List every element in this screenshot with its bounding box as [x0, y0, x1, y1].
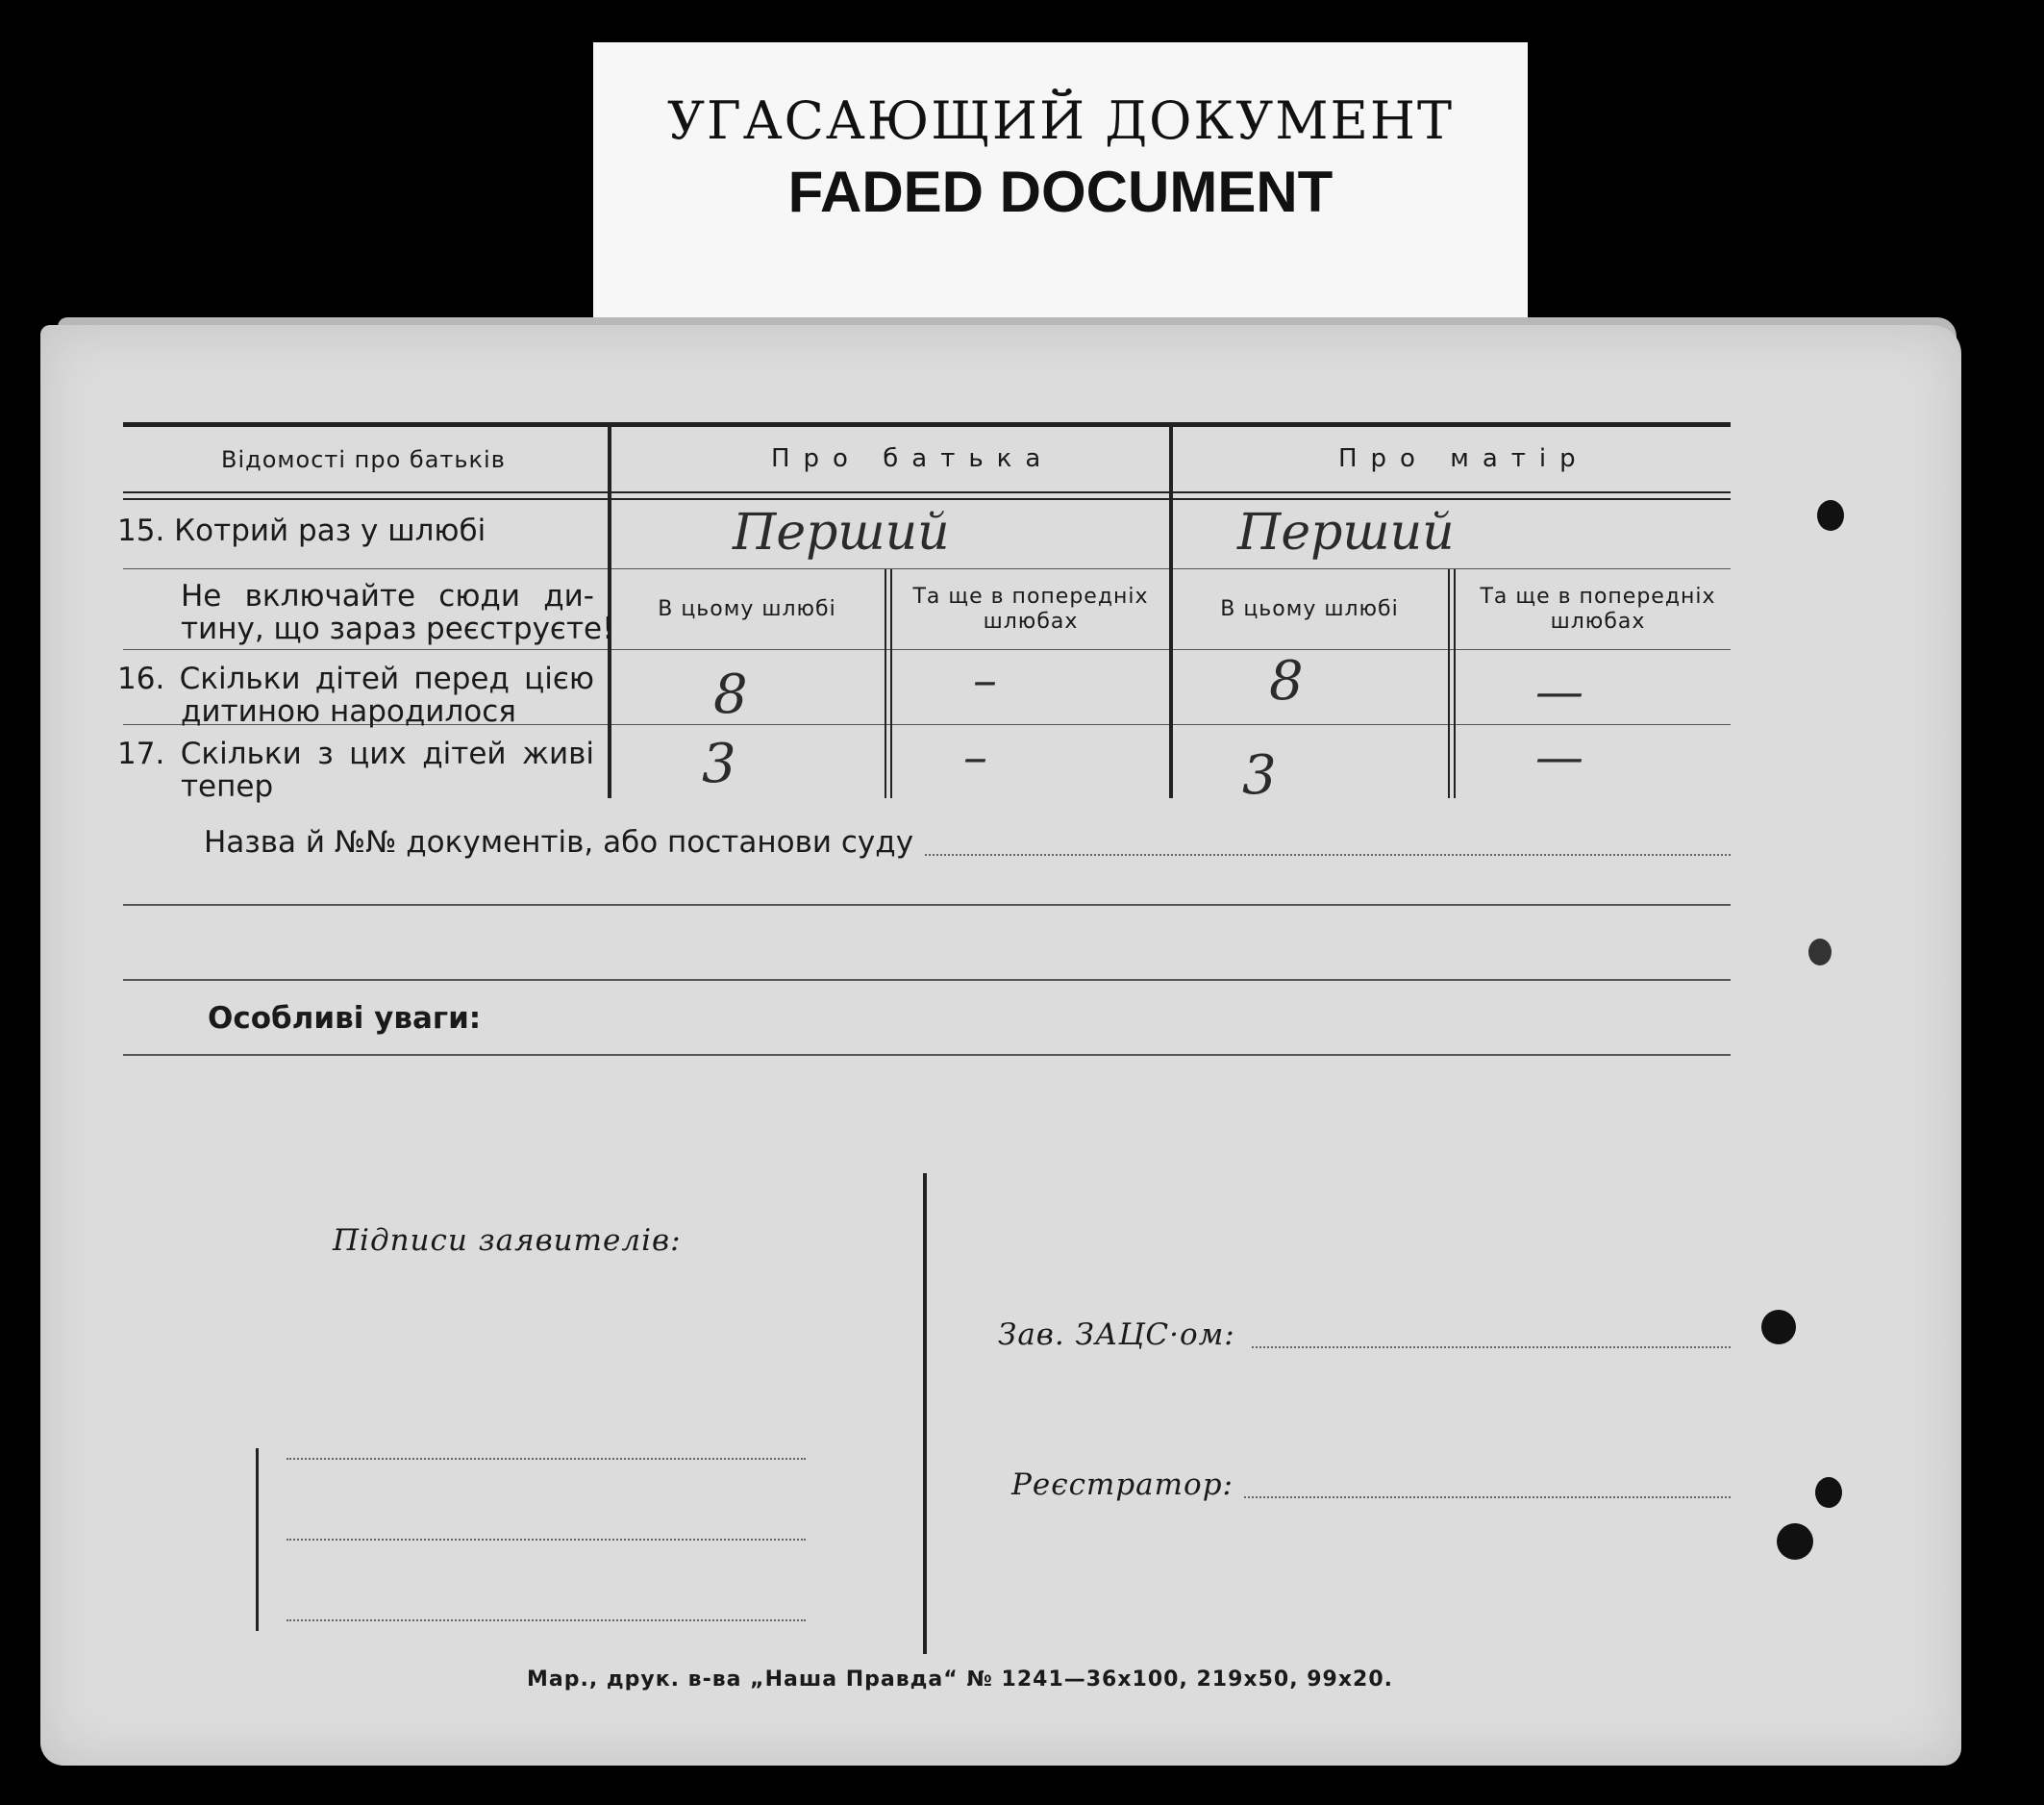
row15-label: 15. Котрий раз у шлюбі	[117, 514, 486, 548]
col-divider-father-sub-b	[890, 569, 892, 798]
banner-title-ru: УГАСАЮЩИЙ ДОКУМЕНТ	[666, 90, 1455, 151]
sub-this-marriage-father: В цьому шлюбі	[658, 597, 836, 621]
col-divider-father-sub-a	[885, 569, 886, 798]
col-divider-mother-sub-a	[1448, 569, 1450, 798]
row15-father-value: Перший	[733, 504, 950, 562]
sub-this-marriage-mother: В цьому шлюбі	[1220, 597, 1399, 621]
row17-label-line-1: 17. Скільки з цих дітей живі	[117, 737, 594, 771]
applicant-signature-line-1[interactable]	[287, 1458, 806, 1460]
col-divider-2	[1169, 425, 1173, 798]
applicant-signature-line-3[interactable]	[287, 1619, 806, 1621]
documents-line-2[interactable]	[123, 904, 1731, 906]
header-rule-2	[123, 498, 1731, 500]
row16-label-line-2: дитиною народилося	[181, 694, 516, 729]
banner-title-en: FADED DOCUMENT	[787, 160, 1334, 224]
applicants-signatures-label: Підписи заявителів:	[333, 1223, 682, 1258]
punch-hole	[1817, 500, 1844, 531]
note-line-2: тину, що зараз реєструєте!	[181, 612, 614, 646]
subheader-rule	[123, 649, 1731, 650]
head-of-registry-label: Зав. ЗАЦС·ом:	[998, 1317, 1235, 1352]
col-divider-mother-sub-b	[1454, 569, 1456, 798]
faded-document-banner	[593, 42, 1528, 331]
registrar-label: Реєстратор:	[1011, 1467, 1234, 1502]
header-about-mother: Про матір	[1338, 444, 1589, 473]
row16-mother-this: 8	[1269, 650, 1304, 713]
signature-divider	[923, 1173, 927, 1654]
row16-father-this: 8	[713, 664, 748, 726]
sub-prev-marriages-father: Та ще в попередніх шлюбах	[912, 585, 1149, 634]
punch-hole	[1761, 1310, 1796, 1344]
row17-father-prev: –	[963, 729, 987, 785]
documents-field[interactable]	[925, 854, 1731, 856]
header-parents-info: Відомості про батьків	[221, 446, 506, 473]
signature-bracket	[256, 1448, 259, 1631]
applicant-signature-line-2[interactable]	[287, 1539, 806, 1541]
registrar-signature-line[interactable]	[1244, 1496, 1731, 1498]
documents-label: Назва й №№ документів, або постанови суду	[204, 825, 914, 860]
remarks-label: Особливі уваги:	[208, 1001, 482, 1036]
row16-mother-prev: —	[1535, 664, 1583, 719]
documents-line-3[interactable]	[123, 979, 1731, 981]
head-of-registry-signature-line[interactable]	[1252, 1346, 1731, 1348]
row17-father-this: 3	[702, 733, 736, 795]
note-line-1: Не включайте сюди ди-	[181, 579, 594, 614]
registration-form-card	[40, 325, 1961, 1766]
punch-hole	[1808, 939, 1832, 965]
row15-mother-value: Перший	[1237, 504, 1455, 562]
row16-father-prev: –	[973, 652, 997, 708]
header-about-father: Про батька	[771, 444, 1055, 473]
row17-label-line-2: тепер	[181, 769, 274, 804]
row16-label-line-1: 16. Скільки дітей перед цією	[117, 662, 594, 696]
printer-imprint: Мар., друк. в-ва „Наша Правда“ № 1241—36х100, 219х50, 99х20.	[527, 1667, 1394, 1692]
table-top-rule	[123, 422, 1731, 427]
row17-mother-this: 3	[1242, 744, 1277, 807]
sub-prev-marriages-mother: Та ще в попередніх шлюбах	[1480, 585, 1716, 634]
header-rule-1	[123, 491, 1731, 493]
row15-rule	[123, 568, 1731, 569]
punch-hole	[1777, 1523, 1813, 1560]
remarks-line[interactable]	[123, 1054, 1731, 1056]
punch-hole	[1815, 1477, 1842, 1508]
row17-mother-prev: —	[1535, 729, 1583, 785]
